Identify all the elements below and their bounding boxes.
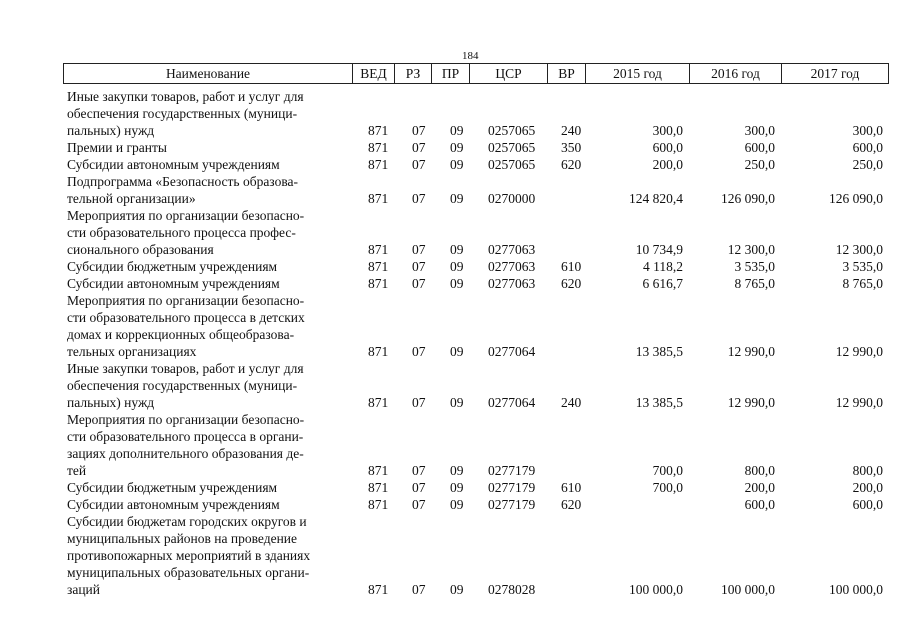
- header-rz: РЗ: [395, 64, 432, 83]
- cell-2017: 12 300,0: [835, 242, 883, 257]
- cell-2016: 3 535,0: [734, 259, 775, 274]
- cell-rz: 07: [412, 259, 426, 274]
- cell-ved: 871: [368, 395, 389, 410]
- cell-2015: 4 118,2: [643, 259, 683, 274]
- cell-pr: 09: [450, 140, 464, 155]
- cell-2015: 100 000,0: [629, 582, 683, 597]
- cell-2016: 800,0: [744, 463, 775, 478]
- table-row: [0, 207, 905, 258]
- cell-csr: 0277064: [488, 344, 536, 359]
- cell-2017: 800,0: [852, 463, 883, 478]
- cell-rz: 07: [412, 242, 426, 257]
- cell-csr: 0277179: [488, 463, 536, 478]
- cell-2017: 600,0: [852, 140, 883, 155]
- cell-pr: 09: [450, 123, 464, 138]
- cell-2015: 700,0: [652, 463, 683, 478]
- table-row: [0, 156, 905, 173]
- table-row: [0, 360, 905, 411]
- cell-pr: 09: [450, 395, 464, 410]
- cell-ved: 871: [368, 344, 389, 359]
- cell-pr: 09: [450, 276, 464, 291]
- page-number: 184: [462, 50, 479, 62]
- cell-2016: 8 765,0: [734, 276, 775, 291]
- table-row: [0, 411, 905, 479]
- row-name: Мероприятия по организации безопасно- сти образовательного процесса профес- сионального образования: [67, 208, 305, 257]
- header-vr: ВР: [548, 64, 586, 83]
- cell-ved: 871: [368, 140, 389, 155]
- cell-2015: 13 385,5: [635, 395, 683, 410]
- cell-ved: 871: [368, 242, 389, 257]
- cell-2017: 600,0: [852, 497, 883, 512]
- cell-vr: 620: [561, 497, 582, 512]
- row-name: Мероприятия по организации безопасно- сти образовательного процесса в детских домах и коррекционных общеобразова- тельных организациях: [67, 293, 305, 359]
- cell-2016: 600,0: [744, 497, 775, 512]
- row-name: Подпрограмма «Безопасность образова- тельной организации»: [67, 174, 298, 206]
- cell-2017: 8 765,0: [842, 276, 883, 291]
- cell-rz: 07: [412, 480, 426, 495]
- cell-csr: 0270000: [488, 191, 536, 206]
- table-row: [0, 173, 905, 207]
- cell-pr: 09: [450, 157, 464, 172]
- table-row: [0, 139, 905, 156]
- cell-2017: 200,0: [852, 480, 883, 495]
- row-name: Субсидии бюджетам городских округов и муниципальных районов на проведение противопожарных мероприятий в зданиях муниципальных образовательных органи- заций: [67, 514, 311, 597]
- table-row: [0, 292, 905, 360]
- cell-ved: 871: [368, 480, 389, 495]
- row-name: Иные закупки товаров, работ и услуг для обеспечения государственных (муници- пальных) нужд: [67, 89, 304, 138]
- header-2015: 2015 год: [586, 64, 690, 83]
- cell-2017: 126 090,0: [829, 191, 883, 206]
- cell-csr: 0277063: [488, 259, 536, 274]
- cell-2016: 300,0: [744, 123, 775, 138]
- cell-ved: 871: [368, 123, 389, 138]
- row-name: Премии и гранты: [67, 140, 167, 155]
- cell-pr: 09: [450, 463, 464, 478]
- cell-2016: 200,0: [744, 480, 775, 495]
- table-header: [63, 63, 889, 84]
- cell-csr: 0277063: [488, 276, 536, 291]
- cell-pr: 09: [450, 497, 464, 512]
- cell-pr: 09: [450, 191, 464, 206]
- header-ved: ВЕД: [353, 64, 395, 83]
- cell-csr: 0257065: [488, 123, 536, 138]
- header-name: Наименование: [64, 64, 353, 83]
- cell-csr: 0257065: [488, 157, 536, 172]
- cell-rz: 07: [412, 123, 426, 138]
- cell-2017: 100 000,0: [829, 582, 883, 597]
- cell-2017: 12 990,0: [835, 344, 883, 359]
- cell-pr: 09: [450, 480, 464, 495]
- cell-vr: 350: [561, 140, 582, 155]
- cell-2016: 12 990,0: [727, 395, 775, 410]
- cell-2017: 250,0: [852, 157, 883, 172]
- cell-ved: 871: [368, 276, 389, 291]
- cell-ved: 871: [368, 582, 389, 597]
- cell-2015: 124 820,4: [629, 191, 683, 206]
- cell-pr: 09: [450, 582, 464, 597]
- table-row: [0, 513, 905, 598]
- cell-csr: 0257065: [488, 140, 536, 155]
- row-name: Субсидии автономным учреждениям: [67, 497, 280, 512]
- cell-2017: 12 990,0: [835, 395, 883, 410]
- cell-2015: 6 616,7: [642, 276, 683, 291]
- cell-pr: 09: [450, 259, 464, 274]
- cell-2015: 300,0: [652, 123, 683, 138]
- row-name: Субсидии автономным учреждениям: [67, 157, 280, 172]
- cell-ved: 871: [368, 259, 389, 274]
- cell-rz: 07: [412, 191, 426, 206]
- cell-2015: 600,0: [652, 140, 683, 155]
- cell-csr: 0277063: [488, 242, 536, 257]
- row-name: Субсидии бюджетным учреждениям: [67, 259, 278, 274]
- cell-vr: 240: [561, 395, 582, 410]
- cell-vr: 620: [561, 157, 582, 172]
- cell-2016: 600,0: [744, 140, 775, 155]
- cell-vr: 240: [561, 123, 582, 138]
- cell-rz: 07: [412, 344, 426, 359]
- cell-rz: 07: [412, 582, 426, 597]
- cell-csr: 0277064: [488, 395, 536, 410]
- cell-2017: 3 535,0: [842, 259, 883, 274]
- cell-vr: 620: [561, 276, 582, 291]
- cell-vr: 610: [561, 259, 582, 274]
- header-2017: 2017 год: [810, 66, 860, 81]
- cell-ved: 871: [368, 497, 389, 512]
- table-row: [0, 479, 905, 496]
- cell-csr: 0277179: [488, 497, 536, 512]
- table-row: [0, 496, 905, 513]
- cell-2016: 100 000,0: [721, 582, 775, 597]
- cell-vr: 610: [561, 480, 582, 495]
- cell-2016: 12 990,0: [727, 344, 775, 359]
- cell-2016: 12 300,0: [727, 242, 775, 257]
- cell-2016: 126 090,0: [721, 191, 775, 206]
- cell-2015: 200,0: [652, 157, 683, 172]
- row-name: Субсидии автономным учреждениям: [67, 276, 280, 291]
- cell-rz: 07: [412, 497, 426, 512]
- cell-csr: 0278028: [488, 582, 536, 597]
- row-name: Субсидии бюджетным учреждениям: [67, 480, 278, 495]
- cell-rz: 07: [412, 463, 426, 478]
- cell-2015: 10 734,9: [635, 242, 683, 257]
- row-name: Иные закупки товаров, работ и услуг для обеспечения государственных (муници- пальных) нужд: [67, 361, 304, 410]
- cell-2016: 250,0: [744, 157, 775, 172]
- cell-rz: 07: [412, 157, 426, 172]
- table-row: [0, 258, 905, 275]
- cell-2015: 700,0: [652, 480, 683, 495]
- cell-ved: 871: [368, 157, 389, 172]
- table-row: [0, 88, 905, 139]
- cell-csr: 0277179: [488, 480, 536, 495]
- row-name: Мероприятия по организации безопасно- сти образовательного процесса в органи- зациях дополнительного образования де- тей: [67, 412, 305, 478]
- cell-pr: 09: [450, 344, 464, 359]
- cell-rz: 07: [412, 395, 426, 410]
- table-row: [0, 275, 905, 292]
- cell-2017: 300,0: [852, 123, 883, 138]
- header-pr: ПР: [432, 64, 470, 83]
- cell-pr: 09: [450, 242, 464, 257]
- cell-ved: 871: [368, 191, 389, 206]
- header-2016: 2016 год: [690, 64, 782, 83]
- cell-rz: 07: [412, 140, 426, 155]
- cell-2015: 13 385,5: [635, 344, 683, 359]
- cell-rz: 07: [412, 276, 426, 291]
- cell-ved: 871: [368, 463, 389, 478]
- header-csr: ЦСР: [470, 64, 548, 83]
